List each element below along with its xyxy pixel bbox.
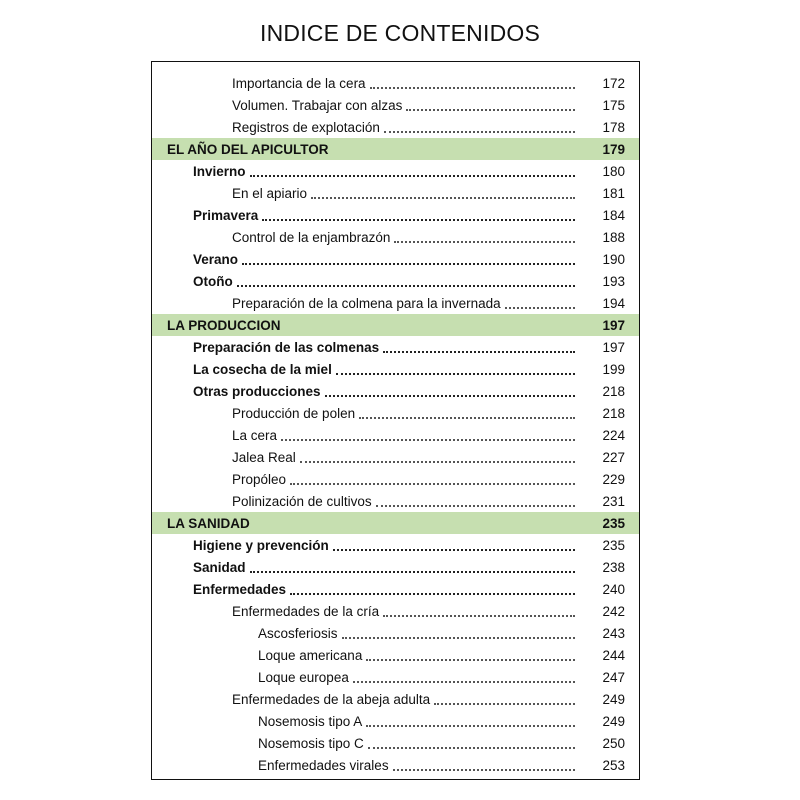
entry-title: Primavera [193, 207, 259, 223]
entry-page-number: 240 [602, 581, 625, 597]
dot-leader [336, 372, 575, 375]
dot-leader [505, 306, 575, 309]
dot-leader [359, 416, 575, 419]
entry-page-number: 218 [602, 405, 625, 421]
entry-page-number: 218 [602, 383, 625, 399]
page-title: INDICE DE CONTENIDOS [259, 20, 541, 46]
toc-entry[interactable] [152, 666, 639, 688]
section-title: LA SANIDAD [167, 515, 250, 531]
entry-page-number: 243 [602, 625, 625, 641]
toc-entry[interactable] [152, 622, 639, 644]
entry-title: Ascosferiosis [258, 625, 338, 641]
toc-entry[interactable] [152, 380, 639, 402]
toc-entry[interactable] [152, 446, 639, 468]
entry-page-number: 235 [602, 537, 625, 553]
toc-entry[interactable] [152, 182, 639, 204]
dot-leader [434, 702, 575, 705]
dot-leader [290, 482, 575, 485]
entry-title: Importancia de la cera [232, 75, 366, 91]
entry-title: Control de la enjambrazón [232, 229, 391, 245]
toc-list [152, 72, 639, 776]
entry-title: Registros de explotación [232, 119, 380, 135]
toc-entry[interactable] [152, 270, 639, 292]
dot-leader [290, 592, 575, 595]
entry-title: Verano [193, 251, 239, 267]
entry-page-number: 247 [602, 669, 625, 685]
toc-entry[interactable] [152, 94, 639, 116]
dot-leader [394, 240, 575, 243]
entry-page-number: 199 [602, 361, 625, 377]
entry-title: Loque americana [258, 647, 363, 663]
entry-title: La cosecha de la miel [193, 361, 332, 377]
toc-entry[interactable] [152, 424, 639, 446]
entry-page-number: 197 [602, 339, 625, 355]
dot-leader [383, 350, 575, 353]
toc-entry[interactable] [152, 116, 639, 138]
dot-leader [393, 768, 575, 771]
dot-leader [237, 284, 575, 287]
section-page-number: 197 [602, 317, 625, 333]
section-page-number: 179 [602, 141, 625, 157]
dot-leader [366, 658, 575, 661]
dot-leader [370, 86, 575, 89]
entry-title: Enfermedades virales [258, 757, 389, 773]
entry-page-number: 194 [602, 295, 625, 311]
entry-page-number: 249 [602, 713, 625, 729]
section-page-number: 235 [602, 515, 625, 531]
toc-entry[interactable] [152, 644, 639, 666]
entry-page-number: 184 [602, 207, 625, 223]
toc-entry[interactable] [152, 710, 639, 732]
entry-title: Nosemosis tipo A [258, 713, 363, 729]
entry-title: Otoño [193, 273, 233, 289]
entry-title: Enfermedades [193, 581, 287, 597]
entry-title: Nosemosis tipo C [258, 735, 364, 751]
entry-page-number: 250 [602, 735, 625, 751]
entry-title: Preparación de las colmenas [193, 339, 380, 355]
dot-leader [250, 570, 575, 573]
entry-title: Enfermedades de la abeja adulta [232, 691, 431, 707]
entry-page-number: 172 [602, 75, 625, 91]
toc-entry[interactable] [152, 578, 639, 600]
entry-title: Otras producciones [193, 383, 321, 399]
entry-title: Preparación de la colmena para la invernada [232, 295, 501, 311]
entry-title: Propóleo [232, 471, 287, 487]
entry-title: Higiene y prevención [193, 537, 329, 553]
toc-entry[interactable] [152, 358, 639, 380]
entry-title: Sanidad [193, 559, 246, 575]
dot-leader [366, 724, 575, 727]
entry-page-number: 253 [602, 757, 625, 773]
toc-entry[interactable] [152, 402, 639, 424]
toc-entry[interactable] [152, 204, 639, 226]
dot-leader [353, 680, 575, 683]
toc-frame [151, 61, 640, 780]
toc-entry[interactable] [152, 248, 639, 270]
toc-entry[interactable] [152, 72, 639, 94]
entry-title: Jalea Real [232, 449, 296, 465]
toc-section-heading[interactable] [152, 138, 639, 160]
entry-page-number: 188 [602, 229, 625, 245]
entry-page-number: 175 [602, 97, 625, 113]
entry-page-number: 249 [602, 691, 625, 707]
toc-section-heading[interactable] [152, 512, 639, 534]
dot-leader [383, 614, 575, 617]
entry-page-number: 242 [602, 603, 625, 619]
section-title: LA PRODUCCION [167, 317, 281, 333]
entry-title: Volumen. Trabajar con alzas [232, 97, 403, 113]
dot-leader [342, 636, 575, 639]
entry-page-number: 244 [602, 647, 625, 663]
dot-leader [376, 504, 575, 507]
entry-page-number: 190 [602, 251, 625, 267]
dot-leader [368, 746, 575, 749]
section-title: EL AÑO DEL APICULTOR [167, 141, 329, 157]
toc-entry[interactable] [152, 226, 639, 248]
entry-page-number: 231 [602, 493, 625, 509]
entry-page-number: 229 [602, 471, 625, 487]
dot-leader [384, 130, 575, 133]
toc-entry[interactable] [152, 534, 639, 556]
entry-title: Invierno [193, 163, 246, 179]
entry-title: Loque europea [258, 669, 349, 685]
entry-page-number: 238 [602, 559, 625, 575]
dot-leader [406, 108, 575, 111]
dot-leader [325, 394, 575, 397]
dot-leader [333, 548, 575, 551]
toc-entry[interactable] [152, 336, 639, 358]
toc-entry[interactable] [152, 468, 639, 490]
entry-title: Enfermedades de la cría [232, 603, 380, 619]
toc-entry[interactable] [152, 490, 639, 512]
entry-title: Producción de polen [232, 405, 356, 421]
dot-leader [262, 218, 575, 221]
dot-leader [250, 174, 575, 177]
entry-page-number: 178 [602, 119, 625, 135]
toc-entry[interactable] [152, 688, 639, 710]
entry-title: En el apiario [232, 185, 308, 201]
toc-entry[interactable] [152, 292, 639, 314]
toc-entry[interactable] [152, 732, 639, 754]
toc-entry[interactable] [152, 600, 639, 622]
entry-page-number: 181 [602, 185, 625, 201]
entry-page-number: 180 [602, 163, 625, 179]
dot-leader [311, 196, 575, 199]
entry-page-number: 193 [602, 273, 625, 289]
entry-title: La cera [232, 427, 278, 443]
toc-entry[interactable] [152, 754, 639, 776]
toc-section-heading[interactable] [152, 314, 639, 336]
toc-entry[interactable] [152, 160, 639, 182]
entry-page-number: 227 [602, 449, 625, 465]
dot-leader [300, 460, 575, 463]
dot-leader [281, 438, 575, 441]
entry-title: Polinización de cultivos [232, 493, 372, 509]
dot-leader [242, 262, 575, 265]
entry-page-number: 224 [602, 427, 625, 443]
toc-entry[interactable] [152, 556, 639, 578]
